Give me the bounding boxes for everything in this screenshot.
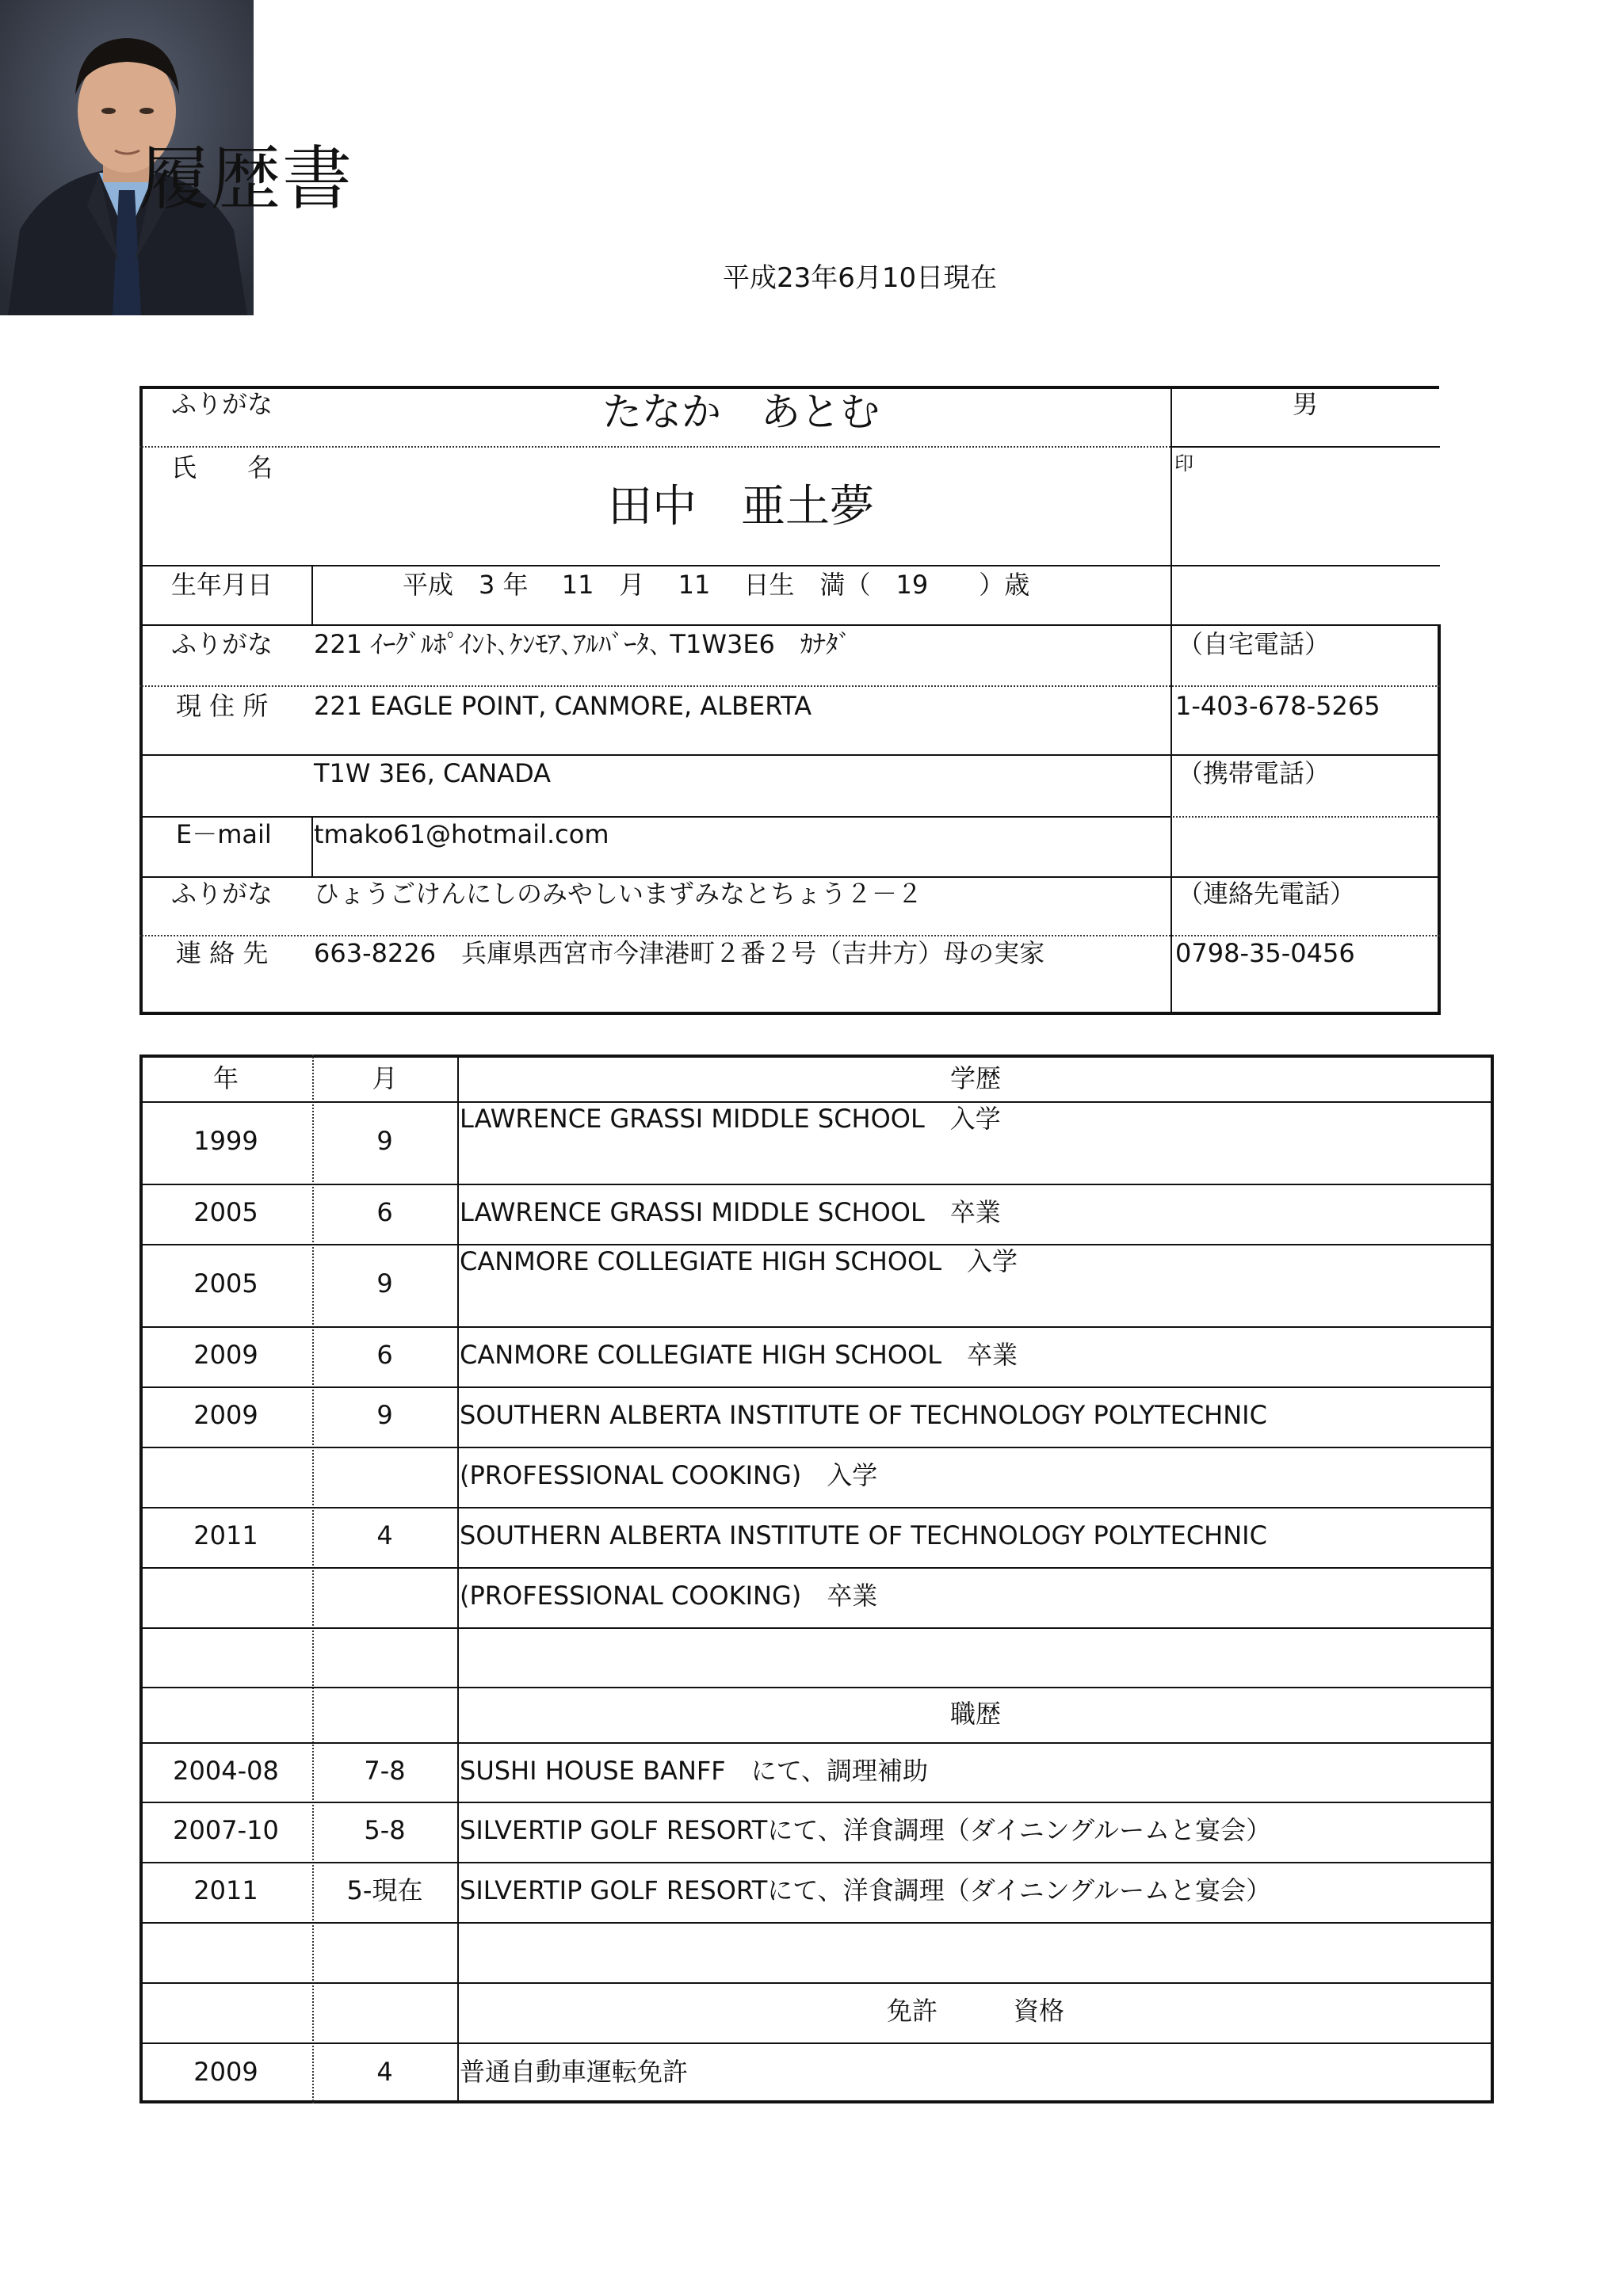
row-text: SOUTHERN ALBERTA INSTITUTE OF TECHNOLOGY POLYTECHNIC xyxy=(460,1400,1267,1430)
contact-address: 663-8226 兵庫県西宮市今津港町２番２号（吉井方）母の実家 xyxy=(314,938,1045,968)
row-year: 2007-10 xyxy=(173,1815,279,1845)
full-name: 田中 亜土夢 xyxy=(608,481,874,532)
birth-label: 生年月日 xyxy=(171,570,273,600)
row-month: 7-8 xyxy=(364,1756,406,1786)
row-year: 2005 xyxy=(193,1197,258,1227)
row-year: 2005 xyxy=(193,1268,258,1299)
row-month: 6 xyxy=(376,1197,393,1227)
row-text: LAWRENCE GRASSI MIDDLE SCHOOL 卒業 xyxy=(460,1197,1001,1227)
document-title: 履歴書 xyxy=(139,138,354,219)
license-heading: 免許 資格 xyxy=(886,1996,1064,2026)
mobile-phone-label: （携帯電話） xyxy=(1178,758,1331,788)
row-year: 2009 xyxy=(193,1340,258,1370)
row-year: 1999 xyxy=(193,1126,258,1156)
row-text: SOUTHERN ALBERTA INSTITUTE OF TECHNOLOGY POLYTECHNIC xyxy=(460,1520,1267,1550)
seal-label: 印 xyxy=(1174,452,1193,475)
row-text: CANMORE COLLEGIATE HIGH SCHOOL 入学 xyxy=(460,1246,1018,1276)
row-year: 2011 xyxy=(193,1875,258,1905)
address-line2: T1W 3E6, CANADA xyxy=(314,758,552,788)
email-label: E－mail xyxy=(176,819,272,849)
row-year: 2009 xyxy=(193,2057,258,2087)
contact-phone: 0798-35-0456 xyxy=(1175,938,1355,968)
address-line1: 221 EAGLE POINT, CANMORE, ALBERTA xyxy=(314,691,812,721)
contact-phone-label: （連絡先電話） xyxy=(1178,879,1356,909)
row-year: 2011 xyxy=(193,1520,258,1550)
row-text: (PROFESSIONAL COOKING) 入学 xyxy=(460,1460,878,1490)
education-heading: 学歴 xyxy=(949,1063,1001,1093)
row-text: (PROFESSIONAL COOKING) 卒業 xyxy=(460,1581,878,1611)
column-header-year: 年 xyxy=(212,1063,239,1093)
birth-value: 平成 3 年 11 月 11 日生 満（ 19 ）歳 xyxy=(403,570,1030,600)
document-date: 平成23年6月10日現在 xyxy=(723,262,998,294)
email-value: tmako61@hotmail.com xyxy=(314,819,609,849)
row-month: 9 xyxy=(376,1126,393,1156)
row-text: 普通自動車運転免許 xyxy=(460,2057,689,2087)
contact-label: 連 絡 先 xyxy=(176,938,269,968)
row-year: 2009 xyxy=(193,1400,258,1430)
furigana-label: ふりがな xyxy=(171,389,273,419)
row-text: CANMORE COLLEGIATE HIGH SCHOOL 卒業 xyxy=(460,1340,1018,1370)
row-month: 9 xyxy=(376,1400,393,1430)
home-phone: 1-403-678-5265 xyxy=(1175,691,1381,721)
contact-furigana: ひょうごけんにしのみやしいまずみなとちょう２－２ xyxy=(314,879,923,909)
address-furigana: 221 ｲｰｸﾞﾙﾎﾟｲﾝﾄ､ｹﾝﾓｱ､ｱﾙﾊﾞｰﾀ､ T1W3E6 ｶﾅﾀﾞ xyxy=(314,629,851,659)
row-month: 5-現在 xyxy=(346,1875,423,1905)
gender-value: 男 xyxy=(1292,389,1318,419)
address-furigana-label: ふりがな xyxy=(171,629,273,659)
contact-furigana-label: ふりがな xyxy=(171,879,273,909)
home-phone-label: （自宅電話） xyxy=(1178,629,1331,659)
name-label: 氏 名 xyxy=(171,452,273,482)
row-text: LAWRENCE GRASSI MIDDLE SCHOOL 入学 xyxy=(460,1104,1001,1134)
row-month: 6 xyxy=(376,1340,393,1370)
column-header-month: 月 xyxy=(372,1063,398,1093)
row-month: 4 xyxy=(376,2057,393,2087)
row-month: 5-8 xyxy=(364,1815,406,1845)
row-text: SILVERTIP GOLF RESORTにて、洋食調理（ダイニングルームと宴会） xyxy=(460,1815,1272,1845)
row-text: SILVERTIP GOLF RESORTにて、洋食調理（ダイニングルームと宴会） xyxy=(460,1875,1272,1905)
work-heading: 職歴 xyxy=(949,1699,1001,1729)
address-label: 現 住 所 xyxy=(176,691,269,721)
row-month: 9 xyxy=(376,1268,393,1299)
row-text: SUSHI HOUSE BANFF にて、調理補助 xyxy=(460,1756,929,1786)
name-furigana: たなか あとむ xyxy=(602,389,880,435)
row-month: 4 xyxy=(376,1520,393,1550)
row-year: 2004-08 xyxy=(173,1756,279,1786)
